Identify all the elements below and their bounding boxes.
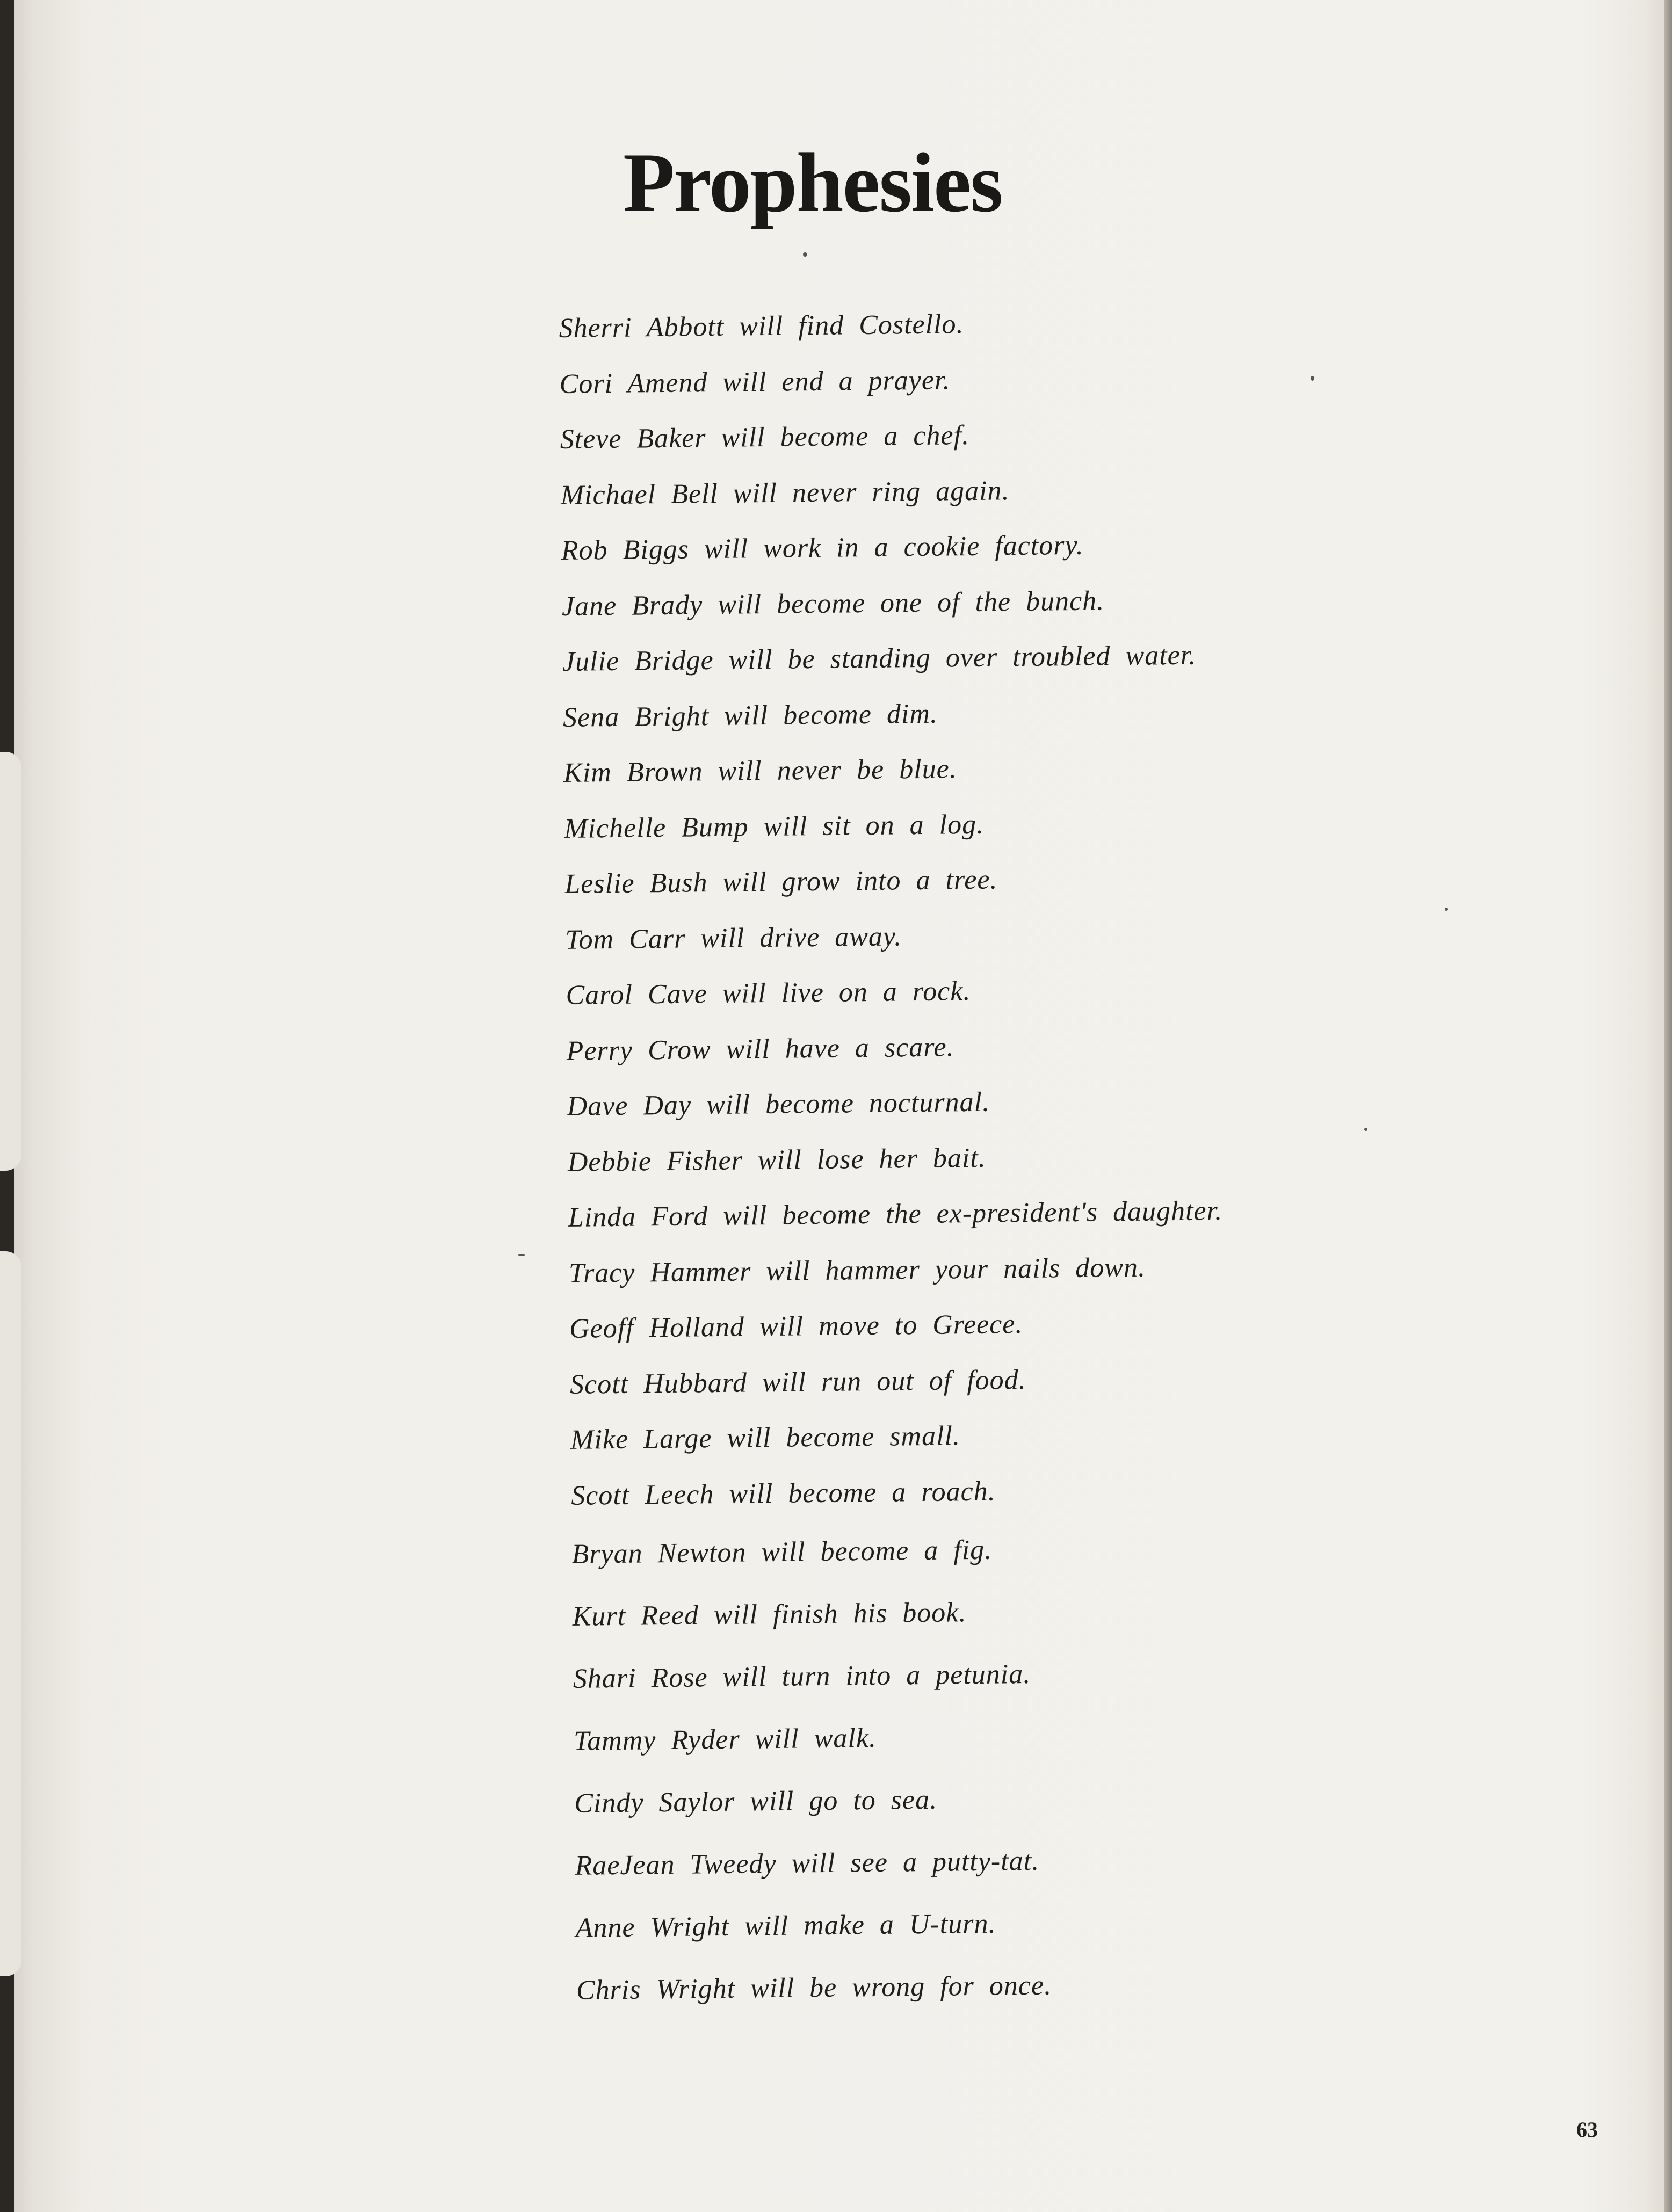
list-item: Michelle Bump will sit on a log.: [563, 809, 985, 844]
list-item: Tammy Ryder will walk.: [573, 1722, 877, 1757]
list-item: Scott Leech will become a roach.: [571, 1476, 996, 1511]
list-item: Michael Bell will never ring again.: [560, 475, 1010, 511]
list-item: Debbie Fisher will lose her bait.: [567, 1142, 986, 1178]
binding-gap: [0, 1251, 21, 1976]
list-item: Cindy Saylor will go to sea.: [574, 1784, 938, 1819]
list-item: Chris Wright will be wrong for once.: [576, 1970, 1052, 2006]
list-item: Dave Day will become nocturnal.: [567, 1086, 990, 1122]
page-number: 63: [1576, 2117, 1598, 2142]
binding-gap: [0, 752, 21, 1171]
list-item: Bryan Newton will become a fig.: [571, 1534, 993, 1570]
list-item: Steve Baker will become a chef.: [560, 420, 970, 455]
list-item: Tom Carr will drive away.: [565, 920, 902, 955]
list-item: Rob Biggs will work in a cookie factory.: [561, 530, 1084, 566]
list-item: Shari Rose will turn into a petunia.: [573, 1658, 1031, 1694]
list-item: Leslie Bush will grow into a tree.: [564, 864, 998, 900]
prophecy-list: [559, 294, 1231, 2022]
list-item: Mike Large will become small.: [570, 1420, 961, 1455]
list-item: Kurt Reed will finish his book.: [572, 1597, 967, 1632]
list-item: Jane Brady will become one of the bunch.: [561, 585, 1105, 622]
dust-speck: [1364, 1128, 1367, 1131]
page-title: Prophesies: [623, 136, 1002, 230]
list-item: Perry Crow will have a scare.: [566, 1031, 954, 1067]
dust-speck: [1445, 908, 1448, 911]
page-edge: [1664, 0, 1672, 2212]
list-item: Scott Hubbard will run out of food.: [569, 1364, 1026, 1400]
dust-speck: [803, 252, 807, 257]
dust-speck: [1311, 376, 1314, 381]
dust-speck: [518, 1254, 525, 1256]
list-item: Anne Wright will make a U-turn.: [575, 1908, 996, 1943]
list-item: Sherri Abbott will find Costello.: [559, 309, 964, 344]
list-item: Sena Bright will become dim.: [562, 698, 938, 733]
list-item: Kim Brown will never be blue.: [563, 753, 958, 788]
list-item: Tracy Hammer will hammer your nails down.: [568, 1252, 1146, 1289]
list-item: Julie Bridge will be standing over troubled water.: [562, 640, 1197, 677]
list-item: Carol Cave will live on a rock.: [566, 976, 971, 1011]
list-item: Geoff Holland will move to Greece.: [569, 1309, 1023, 1344]
list-item: Cori Amend will end a prayer.: [559, 364, 951, 400]
list-item: RaeJean Tweedy will see a putty-tat.: [575, 1845, 1040, 1881]
list-item: Linda Ford will become the ex-president's daughter.: [568, 1195, 1223, 1233]
